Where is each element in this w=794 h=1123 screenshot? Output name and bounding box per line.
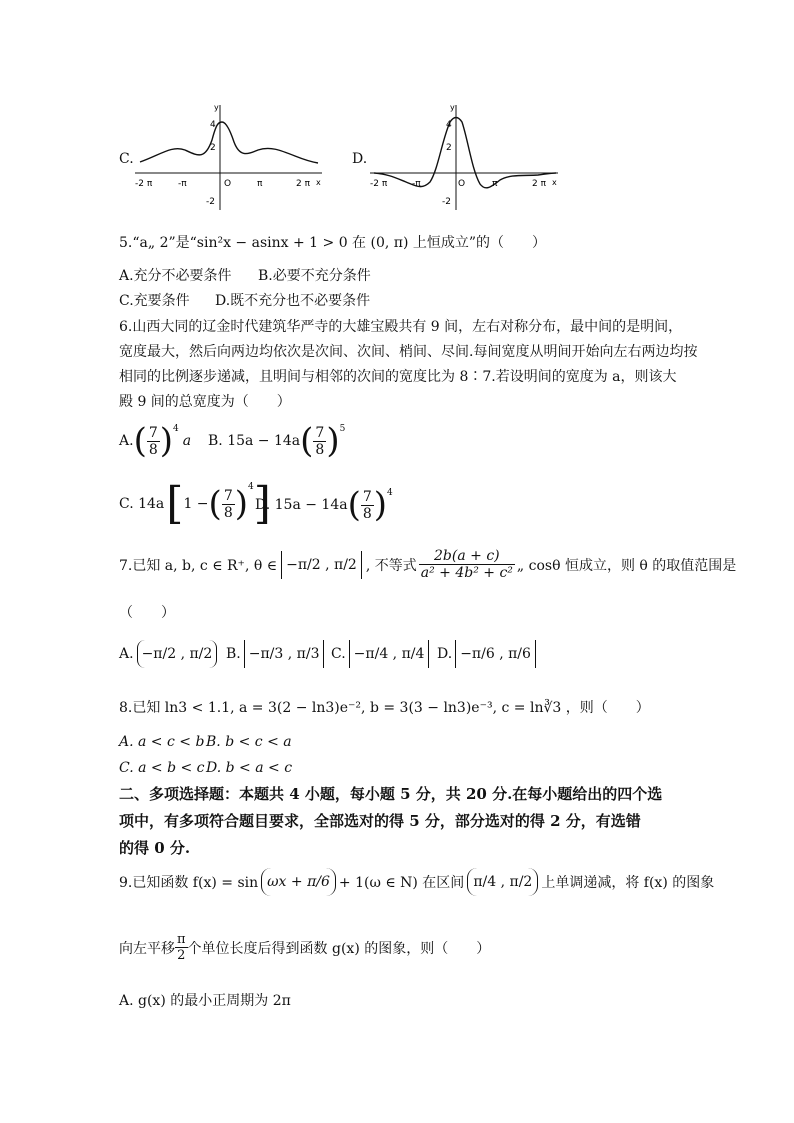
q9-line2-post: 个单位长度后得到函数 g(x) 的图象，则（ ） bbox=[187, 940, 491, 957]
graph-d-tick-neg2pi: -2 π bbox=[370, 179, 388, 189]
q6-option-a bbox=[119, 421, 192, 461]
q6-line-1: 6.山西大同的辽金时代建筑华严寺的大雄宝殿共有 9 间，左右对称分布，最中间的是明间， bbox=[119, 319, 683, 335]
exponent: 4 bbox=[387, 488, 393, 498]
q6-line-4: 殿 9 间的总宽度为（ ） bbox=[119, 394, 291, 410]
paren-left: ( bbox=[208, 484, 222, 524]
q7-stem-pre: 7.已知 a, b, c ∈ R⁺, θ ∈ bbox=[119, 557, 278, 574]
q7-stem-mid: , 不等式 bbox=[365, 557, 417, 574]
q7-option-c-range: −π/4 , π/4 bbox=[349, 640, 430, 668]
graph-c-y-tick-2: 2 bbox=[210, 143, 216, 153]
fraction-7-8: $\frac{7}{8}$ bbox=[315, 424, 325, 458]
q6-line-2: 宽度最大，然后向两边均依次是次间、次间、梢间、尽间.每间宽度从明间开始向左右两边均按 bbox=[119, 344, 698, 360]
q5-stem: 5.“a„ 2”是“sin²x − asinx + 1 > 0 在 (0, π) 上恒成立”的（ ） bbox=[119, 235, 547, 251]
q7-inequality-fraction: $\frac{2b(a + c)}{\text{a² + 4b² + c²}}$ bbox=[420, 548, 513, 581]
fraction-7-8: $\frac{7}{8}$ bbox=[223, 487, 233, 521]
q8-option-d: D. b < a < c bbox=[206, 760, 293, 776]
q7-option-d-range: −π/6 , π/6 bbox=[455, 640, 536, 668]
graph-c-y-tick-4: 4 bbox=[210, 120, 216, 130]
exponent: 4 bbox=[248, 482, 254, 492]
q9-option-a: A. g(x) 的最小正周期为 2π bbox=[119, 993, 291, 1009]
section2-line-1: 二、多项选择题：本题共 4 小题，每小题 5 分，共 20 分.在每小题给出的四个选 bbox=[119, 785, 663, 803]
q5-option-a: A.充分不必要条件 bbox=[119, 268, 232, 284]
graph-d-tick-negpi: -π bbox=[412, 179, 421, 189]
graph-c-tick-pi: π bbox=[257, 179, 263, 189]
q6-option-d-label: D. 15a − 14a bbox=[255, 497, 348, 513]
paren-left: ( bbox=[133, 421, 147, 461]
q9-stem-mid: + 1(ω ∈ N) 在区间 bbox=[338, 875, 465, 891]
q8-option-a: A. a < c < b bbox=[119, 734, 205, 750]
q7-option-c-label: C. bbox=[331, 646, 346, 662]
q5-option-b: B.必要不充分条件 bbox=[258, 268, 371, 284]
q7-option-d-label: D. bbox=[437, 646, 453, 662]
graph-c-curve bbox=[140, 122, 318, 163]
graph-option-d bbox=[368, 100, 568, 215]
q6-option-c-inner: 1 − bbox=[183, 496, 209, 512]
q6-option-b-label: B. 15a − 14a bbox=[208, 433, 301, 449]
graph-c-tick-2pi: 2 π bbox=[296, 179, 311, 189]
q6-option-c-label: C. 14a bbox=[119, 496, 165, 512]
graph-c-origin: O bbox=[224, 179, 232, 189]
graph-c-y-tick-neg2: -2 bbox=[206, 197, 215, 207]
paren-right: ) bbox=[234, 484, 248, 524]
q6-option-d bbox=[255, 485, 393, 525]
q9-stem-pre: 9.已知函数 f(x) = sin bbox=[119, 875, 259, 891]
q5-option-d: D.既不充分也不必要条件 bbox=[215, 293, 371, 309]
q5-option-c: C.充要条件 bbox=[119, 293, 190, 309]
q9-line-2 bbox=[119, 932, 490, 963]
q7-option-a bbox=[119, 640, 217, 668]
paren-right: ) bbox=[159, 421, 174, 461]
q6-option-b bbox=[208, 421, 346, 461]
section2-heading bbox=[119, 781, 679, 862]
q7-stem-post: „ cosθ 恒成立，则 θ 的取值范围是 bbox=[516, 557, 737, 574]
graph-d-tick-pi: π bbox=[492, 179, 498, 189]
fraction-pi-over-2: $\frac{\pi}{2}$ bbox=[177, 932, 186, 963]
paren-left: ( bbox=[300, 421, 314, 461]
q9-line2-pre: 向左平移 bbox=[119, 940, 175, 957]
paren-right: ) bbox=[326, 421, 340, 461]
q7-option-d bbox=[437, 640, 536, 668]
graph-c-tick-negpi: -π bbox=[178, 179, 187, 189]
graph-d-y-tick-neg2: -2 bbox=[442, 197, 451, 207]
q7-stem bbox=[119, 548, 736, 581]
graph-c-tick-neg2pi: -2 π bbox=[135, 179, 153, 189]
q6-option-a-label: A. bbox=[119, 433, 134, 449]
q6-option-c bbox=[119, 478, 271, 529]
q9-stem-post: 上单调递减，将 f(x) 的图象 bbox=[541, 875, 715, 891]
q9-stem-inner: ωx + π/6 bbox=[261, 868, 336, 896]
bracket-left: [ bbox=[166, 478, 184, 529]
q7-answer-paren: （ ） bbox=[119, 605, 175, 621]
q9-stem-interval: π/4 , π/2 bbox=[467, 868, 538, 896]
fraction-7-8: $\frac{7}{8}$ bbox=[362, 488, 372, 522]
q7-option-b bbox=[226, 640, 324, 668]
graph-d-tick-2pi: 2 π bbox=[532, 179, 547, 189]
exponent: 4 bbox=[173, 424, 179, 434]
q7-option-b-label: B. bbox=[226, 646, 241, 662]
q7-option-a-range: −π/2 , π/2 bbox=[137, 640, 218, 668]
exponent: 5 bbox=[339, 424, 346, 434]
q7-option-a-label: A. bbox=[119, 646, 134, 662]
option-c-label: C. bbox=[119, 151, 134, 167]
q7-stem-range: −π/2 , π/2 bbox=[281, 551, 362, 579]
q6-line-3: 相同的比例逐步递减，且明间与相邻的次间的宽度比为 8∶7.若设明间的宽度为 a，则该大 bbox=[119, 369, 677, 385]
q7-option-b-range: −π/3 , π/3 bbox=[244, 640, 325, 668]
q7-option-c bbox=[331, 640, 429, 668]
variable-a: a bbox=[182, 433, 192, 449]
graph-d-x-label: x bbox=[552, 178, 557, 187]
graph-d-y-label: y bbox=[450, 103, 455, 112]
q8-stem: 8.已知 ln3 < 1.1, a = 3(2 − ln3)e⁻², b = 3(3 − ln3)e⁻³, c = ln∛3 ，则（ ） bbox=[119, 700, 650, 716]
graph-c-y-label: y bbox=[214, 103, 219, 112]
graph-option-c bbox=[130, 100, 330, 215]
paren-left: ( bbox=[347, 485, 361, 525]
graph-d-y-tick-2: 2 bbox=[446, 143, 452, 153]
fraction-7-8: $\frac{7}{8}$ bbox=[148, 424, 158, 458]
q8-option-c: C. a < b < c bbox=[119, 760, 205, 776]
option-d-label: D. bbox=[352, 151, 368, 167]
graph-d-curve bbox=[374, 118, 556, 188]
section2-line-2: 项中，有多项符合题目要求，全部选对的得 5 分，部分选对的得 2 分，有选错 bbox=[119, 812, 641, 830]
section2-line-3: 的得 0 分. bbox=[119, 839, 191, 857]
graph-d-origin: O bbox=[458, 179, 466, 189]
bracket-right: ] bbox=[253, 478, 271, 529]
q9-stem bbox=[119, 868, 714, 896]
paren-right: ) bbox=[373, 485, 388, 525]
graph-d-y-tick-4: 4 bbox=[446, 120, 452, 130]
q8-option-b: B. b < c < a bbox=[206, 734, 292, 750]
graph-c-x-label: x bbox=[316, 178, 321, 187]
